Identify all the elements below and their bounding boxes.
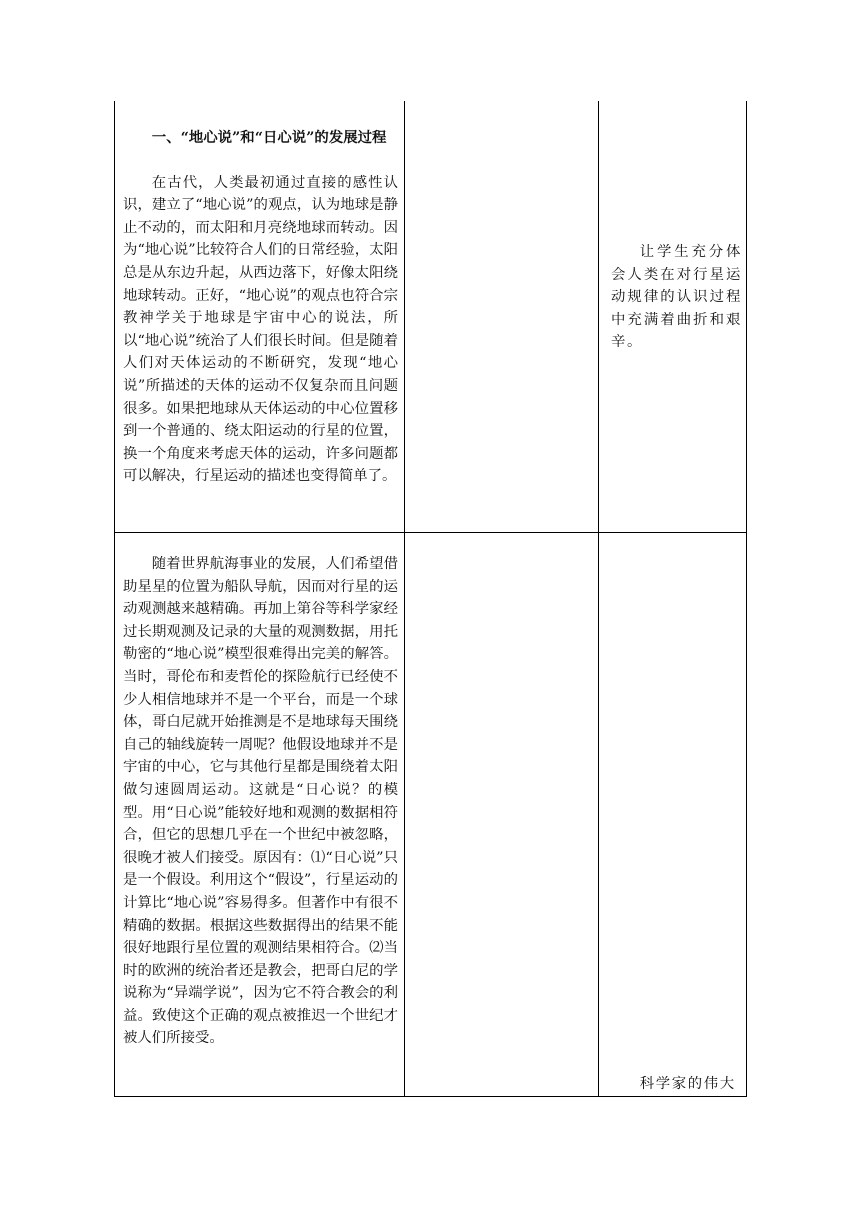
row1-note-cell: [611, 241, 742, 354]
table-border-left: [114, 101, 115, 1097]
section-heading: 一、“地心说”和“日心说”的发展过程: [151, 129, 387, 146]
table-border-col2: [598, 101, 599, 1097]
teaching-note: 让学生充分体会人类在对行星运动规律的认识过程中充满着曲折和艰辛。: [611, 244, 742, 351]
table-border-right: [746, 101, 747, 1097]
row2-content-cell: [123, 553, 398, 1050]
body-paragraph: 在古代，人类最初通过直接的感性认识，建立了“地心说”的观点，认为地球是静止不动的，而太阳和月亮绕地球而转动。因为“地心说”比较符合人们的日常经验，太阳总是从东边升起，从西边落下，好像太阳绕地球转动。正好，“地心说”的观点也符合宗教神学关于地球是宇宙中心的说法，所以“地心说”统治了人们很长时间。但是随着人们对天体运动的不断研究，发现“地心说”所描述的天体的运动不仅复杂而且问题很多。如果把地球从天体运动的中心位置移到一个普通的、绕太阳运动的行星的位置，换一个角度来考虑天体的运动，许多问题都可以解决，行星运动的描述也变得简单了。: [123, 174, 398, 485]
row1-content-cell: [123, 127, 398, 488]
row-divider: [114, 532, 747, 533]
row2-note-cell: [611, 1073, 742, 1096]
body-paragraph: 随着世界航海事业的发展，人们希望借助星星的位置为船队导航，因而对行星的运动观测越来越精确。再加上第谷等科学家经过长期观测及记录的大量的观测数据，用托勒密的“地心说”模型很难得出完美的解答。当时，哥伦布和麦哲伦的探险航行已经使不少人相信地球并不是一个平台，而是一个球体，哥白尼就开始推测是不是地球每天围绕自己的轴线旋转一周呢？他假设地球并不是宇宙的中心，它与其他行星都是围绕着太阳做匀速圆周运动。这就是“日心说？的模型。用“日心说”能较好地和观测的数据相符合，但它的思想几乎在一个世纪中被忽略，很晚才被人们接受。原因有：⑴“日心说”只是一个假设。利用这个“假设”，行星运动的计算比“地心说”容易得多。但著作中有很不精确的数据。根据这些数据得出的结果不能很好地跟行星位置的观测结果相符合。⑵当时的欧洲的统治者还是教会，把哥白尼的学说称为“异端学说”，因为它不符合教会的利益。致使这个正确的观点被推迟一个世纪才被人们所接受。: [123, 556, 398, 1047]
table-border-bottom: [114, 1096, 747, 1097]
table-border-col1: [404, 101, 405, 1097]
teaching-note: 科学家的伟大: [639, 1076, 736, 1092]
